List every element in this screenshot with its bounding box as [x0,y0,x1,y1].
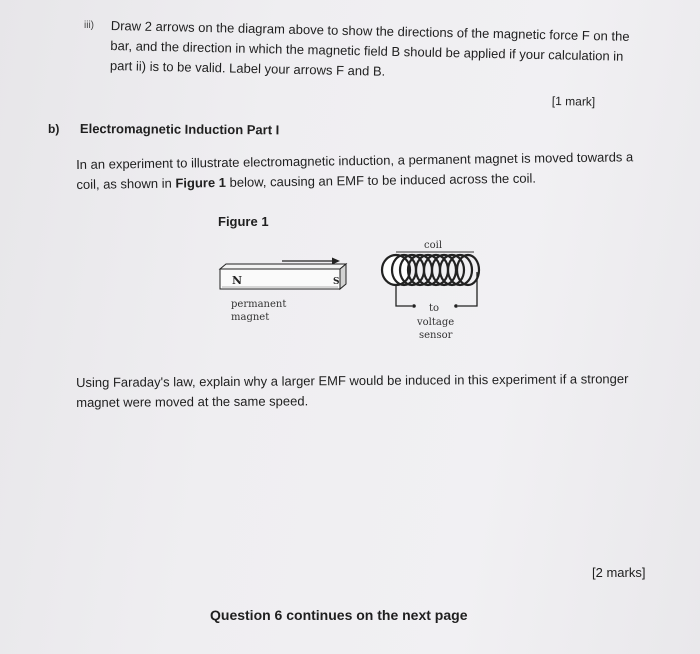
question-number: iii) [84,20,94,31]
continues-footer: Question 6 continues on the next page [210,607,468,623]
magnet-label-line1: permanent [231,299,287,310]
sensor-label-line2: voltage [417,317,455,328]
intro-text-start: In an experiment to illustrate electromagnetic induction, a permanent magnet is moved towards a coil, as shown in [76,149,634,192]
motion-arrow-icon [282,258,340,265]
north-pole-label: N [232,274,243,287]
section-label: b) [48,122,60,136]
south-pole-label: S [333,277,340,287]
section-title: Electromagnetic Induction Part I [79,121,280,138]
figure-1-diagram [200,232,500,352]
faraday-question-marks: [2 marks] [592,565,646,580]
intro-text-end: below, causing an EMF to be induced across the coil. [225,170,537,190]
sensor-label-line1: to [429,303,440,314]
coil-icon [382,255,479,285]
magnet-label-line2: magnet [231,312,270,323]
section-intro [76,147,637,195]
question-iii-marks: [1 mark] [551,94,596,109]
sensor-label-line3: sensor [419,330,453,341]
faraday-question-text: Using Faraday's law, explain why a larger EMF would be induced in this experiment if a stronger magnet were moved at the same speed. [76,371,629,410]
coil-label: coil [424,240,443,251]
figure-title: Figure 1 [218,214,269,229]
intro-figure-ref: Figure 1 [175,174,227,191]
question-iii-text: Draw 2 arrows on the diagram above to show the directions of the magnetic force F on the bar, and the direction in which the magnetic field B should be applied if your calculation in part ii) is to be valid. Label your arrows F and B. [109,17,630,79]
